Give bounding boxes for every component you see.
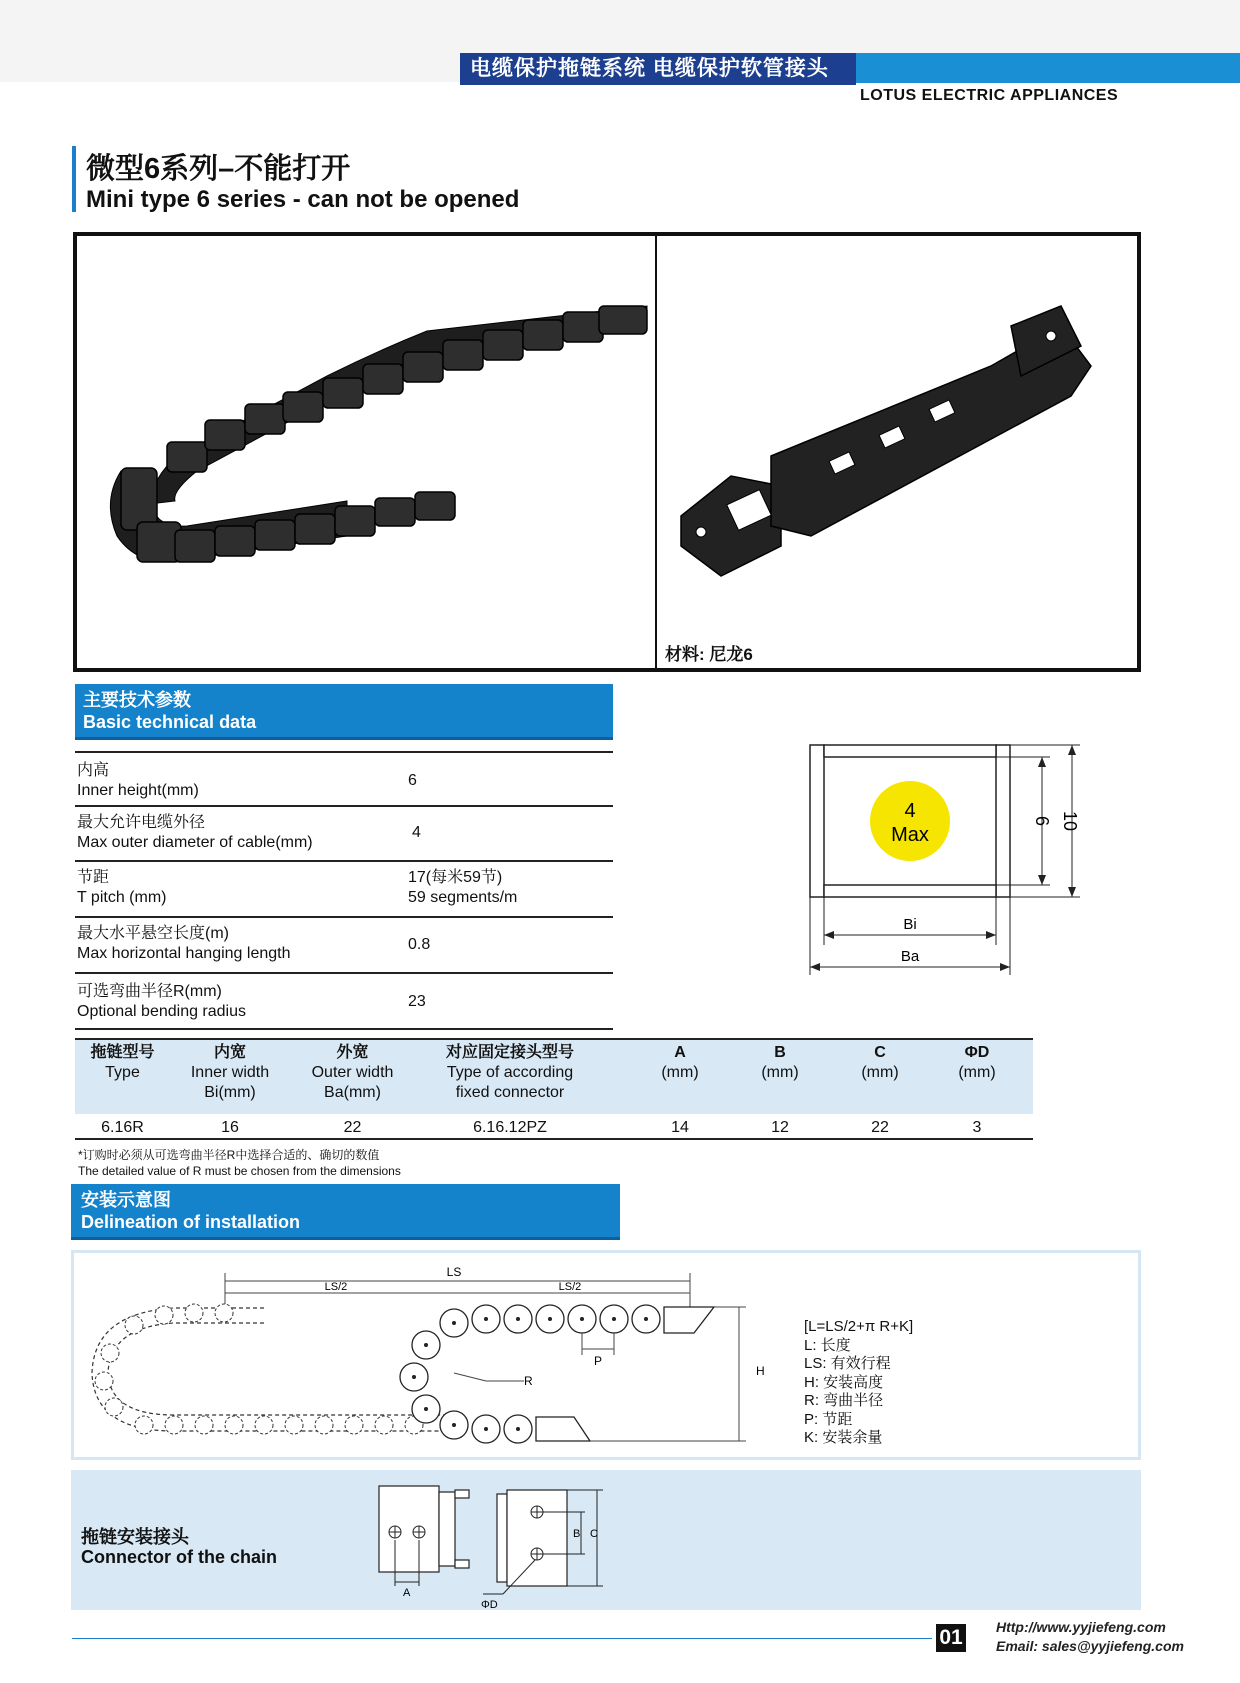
spec-label-en: Max outer diameter of cable(mm) — [77, 834, 313, 851]
spec-label-en: Max horizontal hanging length — [77, 945, 291, 962]
spec-label-en: T pitch (mm) — [77, 889, 167, 906]
spec-label-cn: 可选弯曲半径R(mm) — [77, 983, 222, 1000]
table-cell: 14 — [671, 1119, 689, 1136]
table-cell: 3 — [972, 1119, 982, 1136]
order-note-cn: *订购时必须从可选弯曲半径R中选择合适的、确切的数值 — [78, 1148, 380, 1162]
header-cn: 外宽 — [336, 1044, 369, 1061]
header-en: (mm) — [661, 1064, 699, 1081]
spec-label-en: Inner height(mm) — [77, 782, 199, 799]
connector-diagram — [367, 1470, 687, 1610]
table-header-cell — [415, 1043, 605, 1103]
header-accent-bar — [852, 53, 1240, 83]
table-cell: 22 — [343, 1119, 362, 1136]
table-header-cell — [635, 1043, 725, 1083]
table-header-cell — [75, 1043, 170, 1083]
basic-data-title-cn: 主要技术参数 — [83, 690, 191, 710]
dimension-table-header — [75, 1038, 1033, 1114]
header-cn: A — [674, 1044, 686, 1061]
dim-b-label: B — [573, 1528, 581, 1540]
material-label: 材料: 尼龙6 — [665, 645, 753, 664]
header-en2: Bi(mm) — [204, 1084, 256, 1101]
spec-value: 23 — [408, 993, 426, 1010]
legend-item: R: 弯曲半径 — [804, 1392, 884, 1409]
dim-outer-height: 10 — [1060, 810, 1080, 832]
spec-value: 4 — [412, 824, 421, 841]
connector-title — [81, 1527, 277, 1567]
dim-ba-label: Ba — [900, 948, 920, 965]
chain-photo-left — [77, 236, 655, 668]
legend-item: K: 安装余量 — [804, 1429, 883, 1446]
table-header-cell — [835, 1043, 925, 1083]
spec-value-sub: 59 segments/m — [408, 889, 518, 906]
header-en: Inner width — [190, 1064, 270, 1081]
install-diagram — [74, 1253, 1138, 1457]
header-en: Outer width — [311, 1064, 394, 1081]
max-diameter-value: 4 — [904, 800, 916, 822]
legend-item: H: 安装高度 — [804, 1373, 884, 1391]
order-note-en: The detailed value of R must be chosen from the dimensions — [78, 1164, 401, 1178]
brand-name: LOTUS ELECTRIC APPLIANCES — [860, 87, 1119, 104]
dim-a-label: A — [403, 1587, 411, 1599]
header-cn: 对应固定接头型号 — [445, 1044, 574, 1061]
spec-label-en: Optional bending radius — [77, 1003, 247, 1020]
table-row — [75, 1114, 1033, 1140]
header-cn: 拖链型号 — [90, 1044, 155, 1061]
order-note — [78, 1147, 401, 1179]
header-en: (mm) — [958, 1064, 996, 1081]
basic-data-title-en: Basic technical data — [83, 712, 257, 732]
p-label: P — [594, 1354, 603, 1368]
ls-half-label-right: LS/2 — [558, 1281, 582, 1293]
install-title-cn: 安装示意图 — [81, 1190, 171, 1210]
max-diameter-label: Max — [891, 824, 929, 846]
table-cell: 12 — [771, 1119, 789, 1136]
page-number: 01 — [936, 1624, 966, 1652]
page-title-cn: 微型6系列–不能打开 — [86, 153, 351, 185]
spec-value: 17(每米59节) — [408, 869, 503, 886]
footer-email[interactable]: Email: sales@yyjiefeng.com — [996, 1638, 1184, 1654]
header-cn: 内宽 — [213, 1044, 246, 1061]
ls-half-label-left: LS/2 — [324, 1281, 348, 1293]
spec-label-cn: 内高 — [77, 762, 110, 779]
table-header-cell — [170, 1043, 290, 1103]
basic-data-header — [75, 684, 613, 740]
spec-label-cn: 最大水平悬空长度(m) — [77, 925, 229, 942]
connector-section — [71, 1470, 1141, 1610]
spec-row — [75, 974, 613, 1030]
header-en: Type of according — [446, 1064, 574, 1081]
spec-row — [75, 751, 613, 807]
install-legend — [804, 1318, 913, 1448]
spec-row — [75, 862, 613, 918]
header-cn: B — [774, 1044, 786, 1061]
dim-inner-height: 6 — [1032, 815, 1052, 827]
install-diagram-box — [71, 1250, 1141, 1460]
cross-section-diagram — [800, 735, 1100, 995]
install-title-en: Delineation of installation — [81, 1212, 301, 1232]
footer-contact — [996, 1618, 1184, 1656]
footer-website[interactable]: Http://www.yyjiefeng.com — [996, 1619, 1166, 1635]
legend-item: P: 节距 — [804, 1410, 853, 1428]
header-cn: C — [874, 1044, 886, 1061]
product-photo-box — [73, 232, 1141, 672]
table-cell: 22 — [871, 1119, 889, 1136]
connector-title-en: Connector of the chain — [81, 1547, 278, 1567]
page-title-en: Mini type 6 series - can not be opened — [86, 186, 520, 213]
spec-value: 0.8 — [408, 936, 431, 953]
title-accent-bar — [72, 146, 76, 212]
photo-divider — [655, 236, 657, 668]
legend-item: LS: 有效行程 — [804, 1355, 891, 1372]
h-label: H — [756, 1364, 765, 1378]
table-cell: 6.16.12PZ — [473, 1119, 547, 1136]
spec-label-cn: 节距 — [77, 869, 110, 886]
table-header-cell — [290, 1043, 415, 1103]
ls-label: LS — [446, 1265, 462, 1279]
connector-title-cn: 拖链安装接头 — [81, 1527, 189, 1547]
header-banner: 电缆保护拖链系统 电缆保护软管接头 — [460, 53, 856, 85]
chain-photo-right — [661, 246, 1145, 646]
header-en2: Ba(mm) — [324, 1084, 381, 1101]
header-en: Type — [105, 1064, 140, 1081]
header-en: (mm) — [761, 1064, 799, 1081]
spec-row — [75, 807, 613, 862]
table-cell: 16 — [221, 1119, 239, 1136]
dim-d-label: ΦD — [481, 1599, 498, 1610]
footer-line — [72, 1638, 932, 1639]
spec-label-cn: 最大允许电缆外径 — [77, 814, 206, 831]
header-en: (mm) — [861, 1064, 899, 1081]
spec-value: 6 — [408, 772, 417, 789]
legend-item: [L=LS/2+π R+K] — [804, 1318, 914, 1335]
r-label: R — [524, 1374, 533, 1388]
dim-c-label: C — [590, 1528, 598, 1540]
spec-row — [75, 918, 613, 974]
legend-item: L: 长度 — [804, 1336, 851, 1354]
header-en2: fixed connector — [455, 1084, 565, 1101]
dim-bi-label: Bi — [903, 916, 917, 933]
header-cn: ΦD — [964, 1044, 990, 1061]
table-header-cell — [735, 1043, 825, 1083]
table-header-cell — [932, 1043, 1022, 1083]
install-header — [71, 1184, 620, 1240]
table-cell: 6.16R — [101, 1119, 144, 1136]
